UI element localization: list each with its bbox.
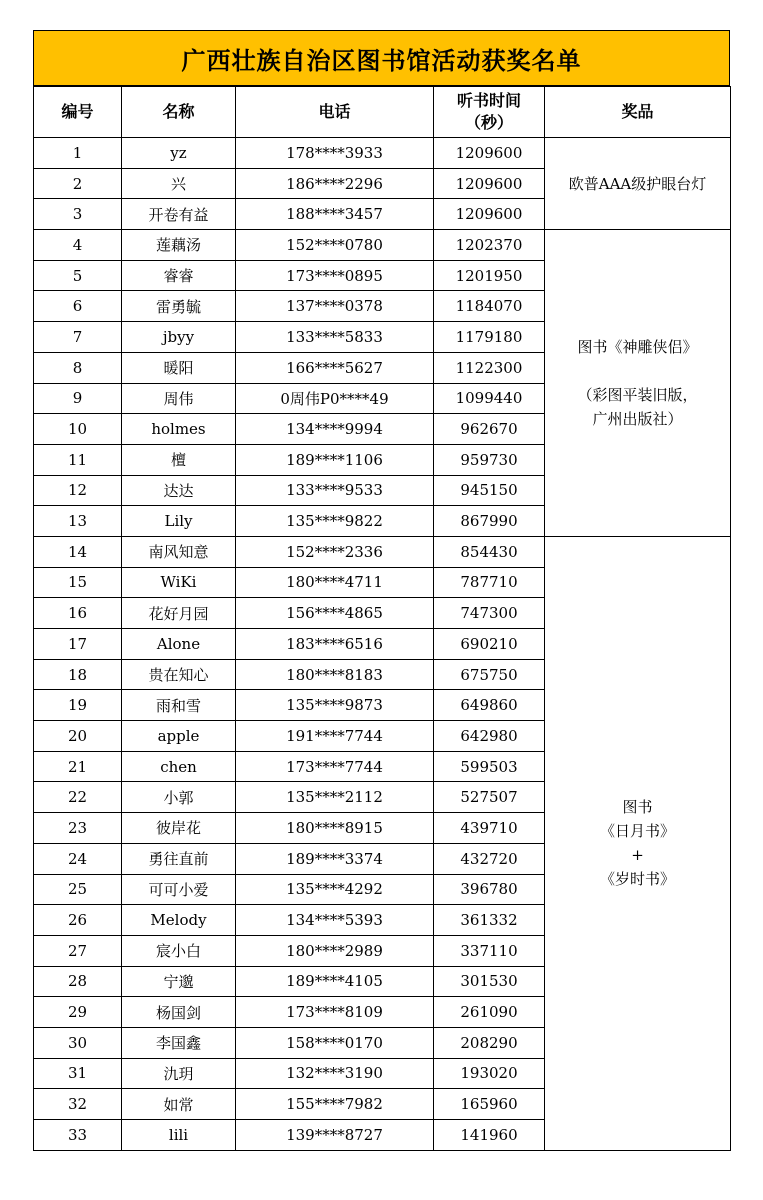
cell-listen-time: 1201950 (434, 260, 545, 291)
header-time-line1: 听书时间 (456, 91, 521, 110)
cell-name: 小郭 (122, 782, 236, 813)
cell-phone: 0周伟P0****49 (236, 383, 434, 414)
cell-name: 杨国剑 (122, 997, 236, 1028)
header-row (34, 87, 731, 138)
cell-phone: 180****2989 (236, 935, 434, 966)
cell-name: jbyy (122, 322, 236, 353)
header-no: 编号 (34, 87, 122, 138)
cell-name: 莲藕汤 (122, 230, 236, 261)
cell-no: 33 (34, 1120, 122, 1151)
cell-listen-time: 1209600 (434, 168, 545, 199)
cell-name: 开卷有益 (122, 199, 236, 230)
cell-name: 李国鑫 (122, 1027, 236, 1058)
cell-phone: 188****3457 (236, 199, 434, 230)
cell-no: 4 (34, 230, 122, 261)
cell-no: 23 (34, 813, 122, 844)
cell-no: 3 (34, 199, 122, 230)
cell-listen-time: 945150 (434, 475, 545, 506)
cell-phone: 173****7744 (236, 751, 434, 782)
cell-no: 21 (34, 751, 122, 782)
cell-phone: 180****8183 (236, 659, 434, 690)
cell-name: 氿玥 (122, 1058, 236, 1089)
sheet-title: 广西壮族自治区图书馆活动获奖名单 (33, 30, 730, 86)
cell-listen-time: 1179180 (434, 322, 545, 353)
cell-listen-time: 1202370 (434, 230, 545, 261)
cell-name: 彼岸花 (122, 813, 236, 844)
header-phone: 电话 (236, 87, 434, 138)
cell-prize (545, 138, 731, 230)
cell-listen-time: 962670 (434, 414, 545, 445)
cell-no: 11 (34, 444, 122, 475)
cell-no: 7 (34, 322, 122, 353)
cell-name: 周伟 (122, 383, 236, 414)
cell-name: WiKi (122, 567, 236, 598)
cell-phone: 135****2112 (236, 782, 434, 813)
cell-phone: 135****9822 (236, 506, 434, 537)
cell-name: 暖阳 (122, 352, 236, 383)
cell-name: Alone (122, 629, 236, 660)
cell-phone: 132****3190 (236, 1058, 434, 1089)
cell-name: Lily (122, 506, 236, 537)
table-row (34, 138, 731, 169)
cell-listen-time: 959730 (434, 444, 545, 475)
cell-phone: 180****4711 (236, 567, 434, 598)
cell-no: 18 (34, 659, 122, 690)
cell-listen-time: 649860 (434, 690, 545, 721)
cell-listen-time: 642980 (434, 721, 545, 752)
cell-listen-time: 854430 (434, 536, 545, 567)
cell-name: 南风知意 (122, 536, 236, 567)
cell-no: 1 (34, 138, 122, 169)
cell-no: 27 (34, 935, 122, 966)
prize-line: 《岁时书》 (599, 870, 675, 889)
cell-phone: 134****5393 (236, 905, 434, 936)
prize-line: （彩图平装旧版， (577, 386, 698, 404)
prize-line: 图书 (622, 798, 653, 817)
header-name: 名称 (122, 87, 236, 138)
cell-listen-time: 1122300 (434, 352, 545, 383)
cell-phone: 158****0170 (236, 1027, 434, 1058)
cell-name: 达达 (122, 475, 236, 506)
cell-prize (545, 536, 731, 1150)
cell-name: 可可小爱 (122, 874, 236, 905)
cell-name: 花好月园 (122, 598, 236, 629)
cell-no: 14 (34, 536, 122, 567)
cell-name: yz (122, 138, 236, 169)
cell-phone: 155****7982 (236, 1089, 434, 1120)
cell-phone: 135****4292 (236, 874, 434, 905)
cell-phone: 152****0780 (236, 230, 434, 261)
cell-name: 兴 (122, 168, 236, 199)
table-body (34, 138, 731, 1151)
cell-phone: 133****9533 (236, 475, 434, 506)
cell-no: 30 (34, 1027, 122, 1058)
award-sheet (33, 30, 730, 1151)
cell-phone: 135****9873 (236, 690, 434, 721)
cell-no: 28 (34, 966, 122, 997)
cell-listen-time: 301530 (434, 966, 545, 997)
cell-listen-time: 1099440 (434, 383, 545, 414)
cell-phone: 183****6516 (236, 629, 434, 660)
cell-name: 如常 (122, 1089, 236, 1120)
cell-listen-time: 337110 (434, 935, 545, 966)
cell-no: 15 (34, 567, 122, 598)
header-prize: 奖品 (545, 87, 731, 138)
cell-name: 贵在知心 (122, 659, 236, 690)
award-table (33, 86, 731, 1151)
cell-no: 10 (34, 414, 122, 445)
cell-phone: 191****7744 (236, 721, 434, 752)
cell-listen-time: 432720 (434, 843, 545, 874)
table-row (34, 230, 731, 261)
cell-phone: 173****8109 (236, 997, 434, 1028)
cell-no: 13 (34, 506, 122, 537)
cell-listen-time: 527507 (434, 782, 545, 813)
cell-no: 29 (34, 997, 122, 1028)
cell-listen-time: 867990 (434, 506, 545, 537)
cell-no: 32 (34, 1089, 122, 1120)
cell-phone: 134****9994 (236, 414, 434, 445)
cell-phone: 133****5833 (236, 322, 434, 353)
prize-line: 广州出版社） (592, 410, 683, 428)
prize-spacer (551, 359, 724, 383)
prize-line: + (631, 846, 644, 865)
cell-no: 8 (34, 352, 122, 383)
cell-name: lili (122, 1120, 236, 1151)
cell-name: chen (122, 751, 236, 782)
cell-no: 25 (34, 874, 122, 905)
cell-listen-time: 439710 (434, 813, 545, 844)
prize-line: 欧普AAA级护眼台灯 (568, 174, 707, 193)
cell-prize (545, 230, 731, 537)
cell-name: 宁邈 (122, 966, 236, 997)
cell-listen-time: 141960 (434, 1120, 545, 1151)
cell-phone: 189****1106 (236, 444, 434, 475)
cell-name: holmes (122, 414, 236, 445)
cell-listen-time: 1209600 (434, 199, 545, 230)
cell-name: apple (122, 721, 236, 752)
cell-listen-time: 193020 (434, 1058, 545, 1089)
header-time-line2: （秒） (464, 113, 513, 132)
cell-phone: 173****0895 (236, 260, 434, 291)
cell-no: 9 (34, 383, 122, 414)
cell-phone: 189****3374 (236, 843, 434, 874)
cell-name: 雷勇毓 (122, 291, 236, 322)
cell-no: 16 (34, 598, 122, 629)
prize-line: 《日月书》 (599, 822, 675, 841)
cell-no: 31 (34, 1058, 122, 1089)
cell-name: 雨和雪 (122, 690, 236, 721)
cell-listen-time: 361332 (434, 905, 545, 936)
cell-phone: 186****2296 (236, 168, 434, 199)
cell-phone: 137****0378 (236, 291, 434, 322)
cell-listen-time: 208290 (434, 1027, 545, 1058)
cell-phone: 189****4105 (236, 966, 434, 997)
table-row (34, 536, 731, 567)
cell-no: 2 (34, 168, 122, 199)
cell-no: 12 (34, 475, 122, 506)
cell-no: 19 (34, 690, 122, 721)
cell-no: 20 (34, 721, 122, 752)
cell-name: 宸小白 (122, 935, 236, 966)
cell-phone: 156****4865 (236, 598, 434, 629)
cell-phone: 180****8915 (236, 813, 434, 844)
cell-no: 22 (34, 782, 122, 813)
cell-listen-time: 165960 (434, 1089, 545, 1120)
cell-listen-time: 396780 (434, 874, 545, 905)
cell-no: 6 (34, 291, 122, 322)
cell-no: 24 (34, 843, 122, 874)
cell-name: Melody (122, 905, 236, 936)
cell-phone: 139****8727 (236, 1120, 434, 1151)
cell-phone: 152****2336 (236, 536, 434, 567)
cell-listen-time: 261090 (434, 997, 545, 1028)
cell-listen-time: 787710 (434, 567, 545, 598)
cell-listen-time: 747300 (434, 598, 545, 629)
cell-listen-time: 599503 (434, 751, 545, 782)
cell-name: 睿睿 (122, 260, 236, 291)
cell-name: 勇往直前 (122, 843, 236, 874)
cell-no: 26 (34, 905, 122, 936)
cell-name: 檀 (122, 444, 236, 475)
cell-phone: 166****5627 (236, 352, 434, 383)
header-time (434, 87, 545, 138)
cell-listen-time: 1209600 (434, 138, 545, 169)
cell-phone: 178****3933 (236, 138, 434, 169)
prize-line: 图书《神雕侠侣》 (577, 338, 698, 356)
cell-listen-time: 690210 (434, 629, 545, 660)
cell-no: 17 (34, 629, 122, 660)
cell-listen-time: 675750 (434, 659, 545, 690)
cell-no: 5 (34, 260, 122, 291)
cell-listen-time: 1184070 (434, 291, 545, 322)
